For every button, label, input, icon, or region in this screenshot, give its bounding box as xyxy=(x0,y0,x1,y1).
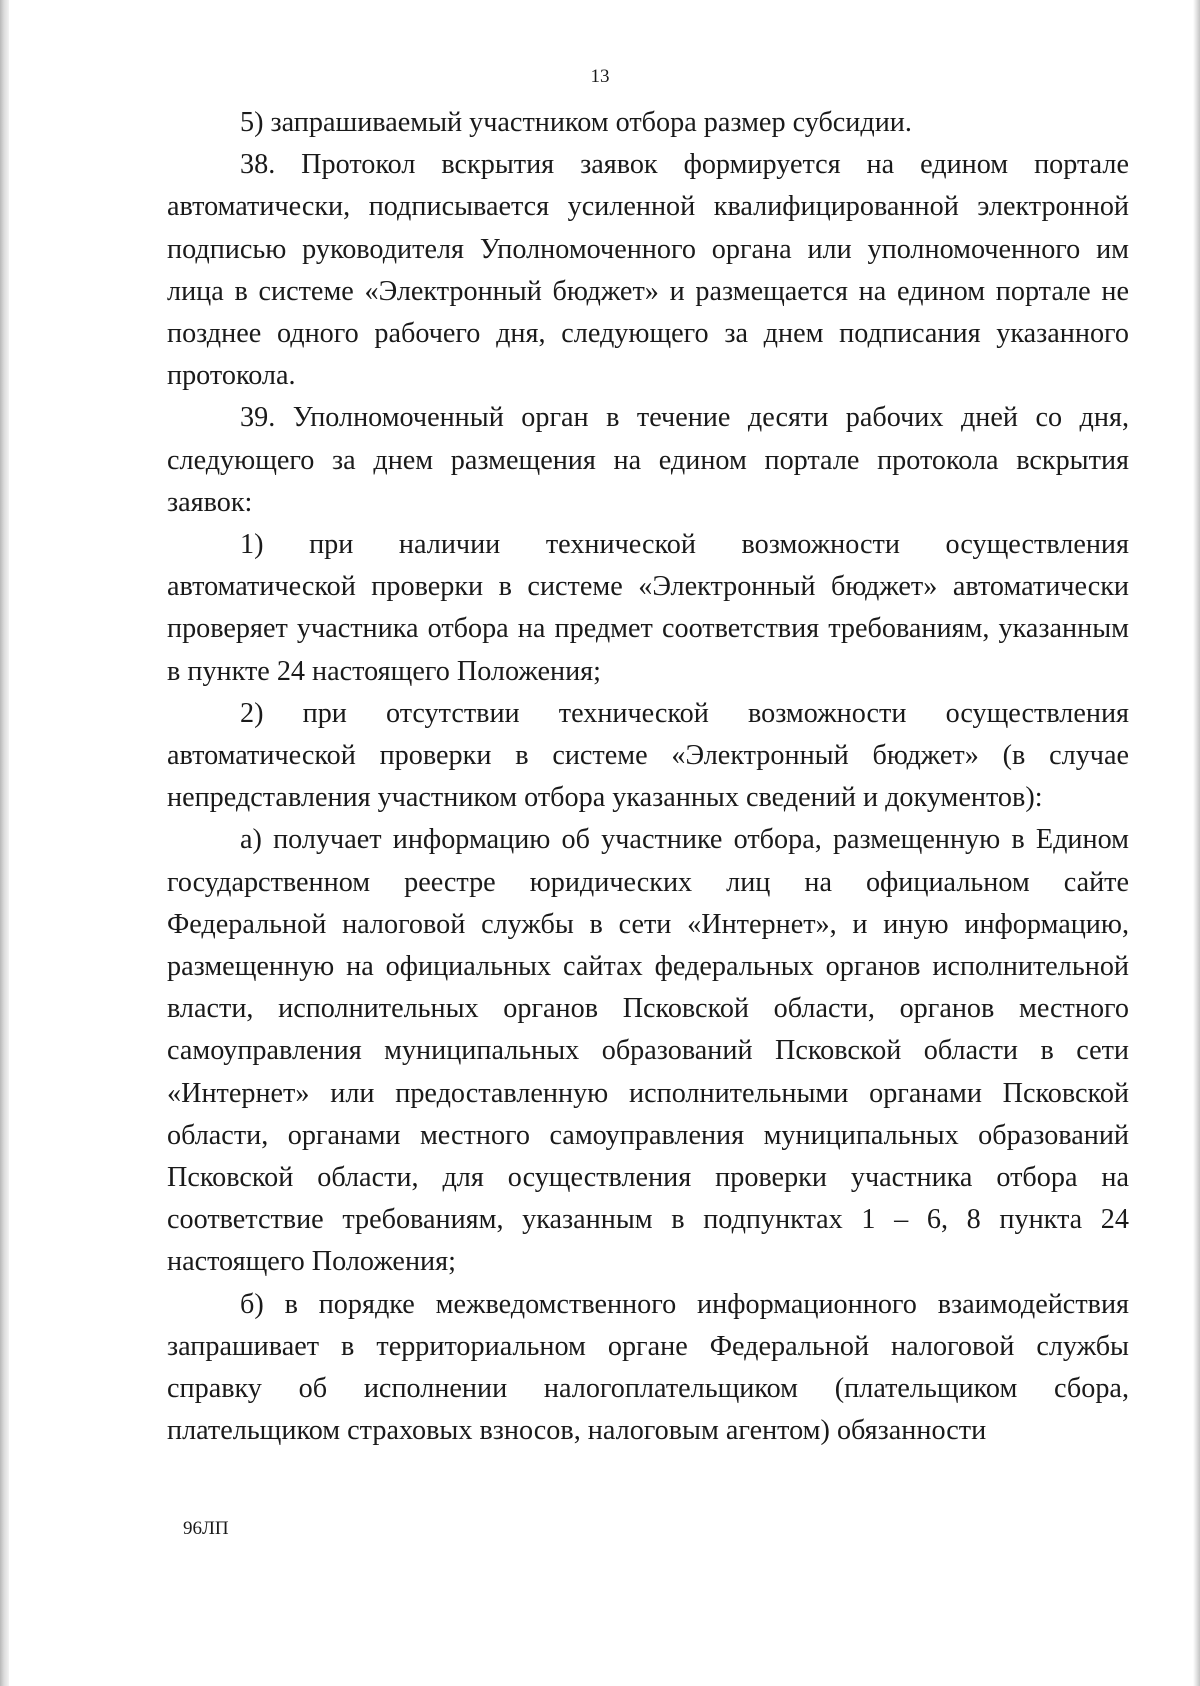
paragraph-38: 38. Протокол вскрытия заявок формируется на едином портале автоматически, подписывается усиленной квалифицированной электронной подписью руководителя Уполномоченного органа или уполномоченного им лица в системе «Электронный бюджет» и размещается на едином портале не позднее одного рабочего дня, следующего за днем подписания указанного протокола. xyxy=(167,149,1129,392)
paragraph-39: 39. Уполномоченный орган в течение десяти рабочих дней со дня, следующего за днем размещения на едином портале протокола вскрытия заявок: xyxy=(167,402,1129,518)
scan-edge-right xyxy=(1193,0,1200,1686)
document-body xyxy=(167,102,1129,1453)
document-code: 96ЛП xyxy=(183,1518,229,1539)
paragraph-39-item-2: 2) при отсутствии технической возможности осуществления автоматической проверки в системе «Электронный бюджет» (в случае непредставления участником отбора указанных сведений и документов): xyxy=(167,697,1129,814)
page-number: 13 xyxy=(590,66,610,87)
scan-edge-left xyxy=(0,0,9,1686)
paragraph-item-5: 5) запрашиваемый участником отбора размер субсидии. xyxy=(240,107,912,138)
paragraph-39-item-1: 1) при наличии технической возможности осуществления автоматической проверки в системе «Электронный бюджет» автоматически проверяет участника отбора на предмет соответствия требованиям, указанным в пункте 24 настоящего Положения; xyxy=(167,529,1129,687)
paragraph-39-subitem-b: б) в порядке межведомственного информационного взаимодействия запрашивает в территориальном органе Федеральной налоговой службы справку об исполнении налогоплательщиком (плательщиком сбора, плательщиком страховых взносов, налоговым агентом) обязанности xyxy=(167,1288,1129,1447)
paragraph-39-subitem-a: а) получает информацию об участнике отбора, размещенную в Едином государственном реестре юридических лиц на официальном сайте Федеральной налоговой службы в сети «Интернет», и иную информацию, размещенную на официальных сайтах федеральных органов исполнительной власти, исполнительных органов Псковской области, органов местного самоуправления муниципальных образований Псковской области в сети «Интернет» или предоставленную исполнительными органами Псковской области, органами местного самоуправления муниципальных образований Псковской области, для осуществления проверки участника отбора на соответствие требованиям, указанным в подпунктах 1 – 6, 8 пункта 24 настоящего Положения; xyxy=(167,824,1129,1278)
